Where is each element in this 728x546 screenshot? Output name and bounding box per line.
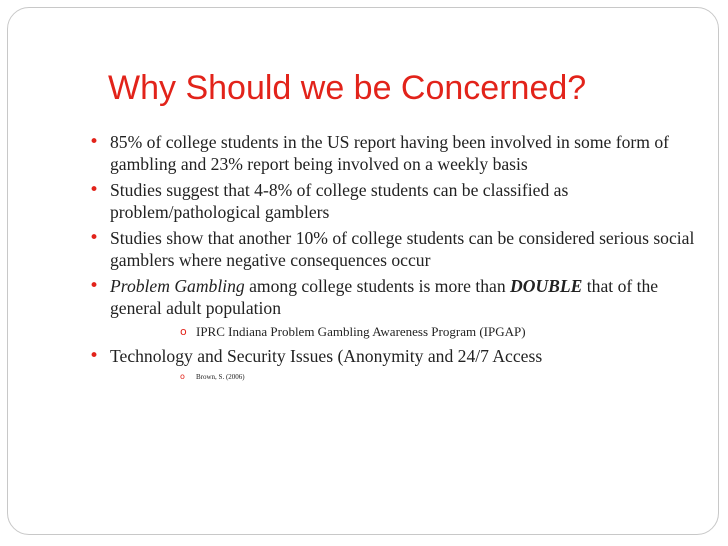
- dot-bullet-icon: •: [89, 276, 100, 296]
- bullet-italic-text: Problem Gambling: [110, 276, 245, 296]
- bullet-item: [80, 227, 700, 271]
- circle-bullet-icon: o: [180, 372, 185, 381]
- citation-text: Brown, S. (2006): [196, 373, 245, 381]
- subbullet-item: [80, 323, 700, 341]
- bullet-bold-text: DOUBLE: [510, 276, 583, 296]
- bullet-text: Technology and Security Issues (Anonymity and 24/7 Access: [110, 346, 543, 366]
- bullet-item: [80, 179, 700, 223]
- dot-bullet-icon: •: [89, 132, 100, 152]
- slide-frame: [7, 7, 719, 535]
- bullet-text: 85% of college students in the US report having been involved in some form of gambling and 23% report being involved on a weekly basis: [110, 132, 669, 174]
- bullet-item: [80, 275, 700, 319]
- dot-bullet-icon: •: [89, 228, 100, 248]
- bullet-text: among college students is more than: [244, 276, 511, 296]
- bullet-item: [80, 131, 700, 175]
- bullet-list: [80, 131, 700, 383]
- citation-item: [80, 371, 700, 383]
- bullet-item: [80, 345, 700, 367]
- subbullet-text: IPRC Indiana Problem Gambling Awareness Program (IPGAP): [196, 324, 526, 339]
- circle-bullet-icon: o: [180, 325, 187, 338]
- bullet-text: Studies suggest that 4-8% of college students can be classified as problem/pathological gamblers: [110, 180, 569, 222]
- dot-bullet-icon: •: [89, 346, 100, 366]
- dot-bullet-icon: •: [89, 180, 100, 200]
- bullet-text: that of the general adult population: [110, 276, 659, 318]
- slide-title: Why Should we be Concerned?: [108, 69, 587, 107]
- bullet-text: Studies show that another 10% of college students can be considered serious social gamblers where negative consequences occur: [110, 228, 695, 270]
